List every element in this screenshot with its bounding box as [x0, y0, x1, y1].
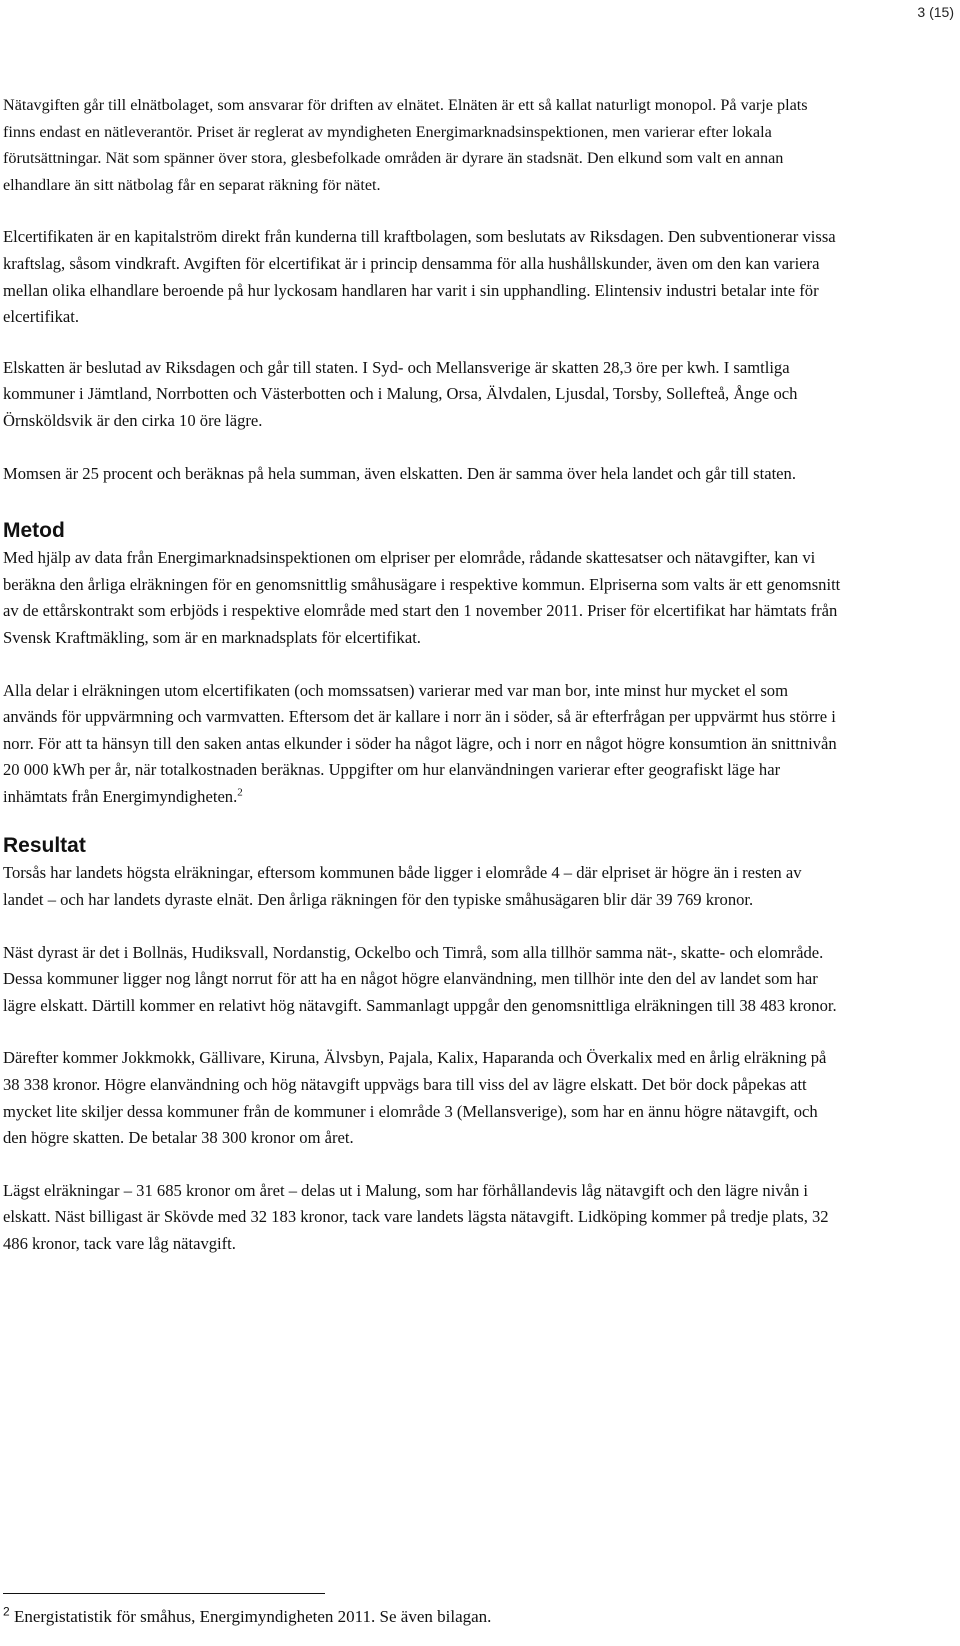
document-body	[3, 92, 843, 1258]
paragraph-resultat-torsas: Torsås har landets högsta elräkningar, eftersom kommunen både ligger i elområde 4 – där elpriset är högre än i resten av landet – och har landets dyraste elnät. Den årliga räkningen för den typiske småhusägaren blir där 39 769 kronor.	[3, 863, 802, 910]
paragraph-resultat-bollnas: Näst dyrast är det i Bollnäs, Hudiksvall, Nordanstig, Ockelbo och Timrå, som alla tillhör samma nät-, skatte- och elområde. Dessa kommuner ligger nog långt norrut för att ha en något högre elanvändning, men tillhör inte den del av landet som har lägre elskatt. Därtill kommer en relativt hög nätavgift. Sammanlagt uppgår den genomsnittliga elräkningen till 38 483 kronor.	[3, 942, 837, 1015]
paragraph-metod-data: Med hjälp av data från Energimarknadsinspektionen om elpriser per elområde, rådande skattesatser och nätavgifter, kan vi beräkna den årliga elräkningen för en genomsnittlig småhusägare i respektive kommun. Elpriserna som valts är ett genomsnitt av de ettårskontrakt som erbjöds i respektive elområde med start den 1 november 2011. Priser för elcertifikat har hämtats från Svensk Kraftmäkling, som är en marknadsplats för elcertifikat.	[3, 548, 841, 647]
paragraph-metod-variation-text: Alla delar i elräkningen utom elcertifikaten (och momssatsen) varierar med var man bor, inte minst hur mycket el som används för uppvärmning och varmvatten. Eftersom det är kallare i norr än i söder, så är efterfrågan per uppvärmt hus större i norr. För att ta hänsyn till den saken antas elkunder i söder ha något lägre, och i norr en något högre konsumtion än snittnivån 20 000 kWh per år, när totalkostnaden beräknas. Uppgifter om hur elanvändningen varierar efter geografiskt läge har inhämtats från Energimyndigheten.	[3, 680, 837, 806]
paragraph-resultat-malung: Lägst elräkningar – 31 685 kronor om året – delas ut i Malung, som har förhållandevis låg nätavgift och den lägre nivån i elskatt. Näst billigast är Skövde med 32 183 kronor, tack vare landets lägsta nätavgift. Lidköping kommer på tredje plats, 32 486 kronor, tack vare låg nätavgift.	[3, 1180, 829, 1253]
paragraph-moms: Momsen är 25 procent och beräknas på hela summan, även elskatten. Den är samma över hela landet och går till staten.	[3, 463, 796, 483]
footnote	[3, 1604, 491, 1630]
paragraph-natavgift: Nätavgiften går till elnätbolaget, som ansvarar för driften av elnätet. Elnäten är ett så kallat naturligt monopol. På varje plats finns endast en nätleverantör. Priset är reglerat av myndigheten Energimarknadsinspektionen, men varierar efter lokala förutsättningar. Nät som spänner över stora, glesbefolkade områden är dyrare än stadsnät. Den elkund som valt en annan elhandlare än sitt nätbolag får en separat räkning för nätet.	[3, 96, 808, 194]
paragraph-resultat-jokkmokk: Därefter kommer Jokkmokk, Gällivare, Kiruna, Älvsbyn, Pajala, Kalix, Haparanda och Överkalix med en årlig elräkning på 38 338 kronor. Högre elanvändning och hög nätavgift uppvägs bara till viss del av lägre elskatt. Det bör dock påpekas att mycket lite skiljer dessa kommuner från de kommuner i elområde 3 (Mellansverige), som har en ännu högre nätavgift, och den högre skatten. De betalar 38 300 kronor om året.	[3, 1048, 827, 1148]
paragraph-metod-variation	[3, 678, 843, 811]
page-number: 3 (15)	[917, 4, 954, 20]
paragraph-elskatt: Elskatten är beslutad av Riksdagen och går till staten. I Syd- och Mellansverige är skatten 28,3 öre per kwh. I samtliga kommuner i Jämtland, Norrbotten och Västerbotten och i Malung, Orsa, Älvdalen, Ljusdal, Torsby, Sollefteå, Ånge och Örnsköldsvik är den cirka 10 öre lägre.	[3, 357, 798, 430]
footnote-text: Energistatistik för småhus, Energimyndigheten 2011. Se även bilagan.	[13, 1607, 492, 1626]
paragraph-elcertifikat: Elcertifikaten är en kapitalström direkt från kunderna till kraftbolagen, som beslutats av Riksdagen. Den subventionerar vissa kraftslag, såsom vindkraft. Avgiften för elcertifikat är i princip densamma för alla hushållskunder, även om den kan variera mellan olika elhandlare beroende på hur lyckosam handlaren har varit i sin upphandling. Elintensiv industri betalar inte för elcertifikat.	[3, 227, 836, 327]
heading-metod: Metod	[3, 519, 65, 543]
heading-resultat: Resultat	[3, 834, 86, 858]
footnote-reference[interactable]: 2	[237, 786, 243, 799]
footnote-marker: 2	[3, 1604, 10, 1619]
footnote-divider	[3, 1593, 325, 1594]
